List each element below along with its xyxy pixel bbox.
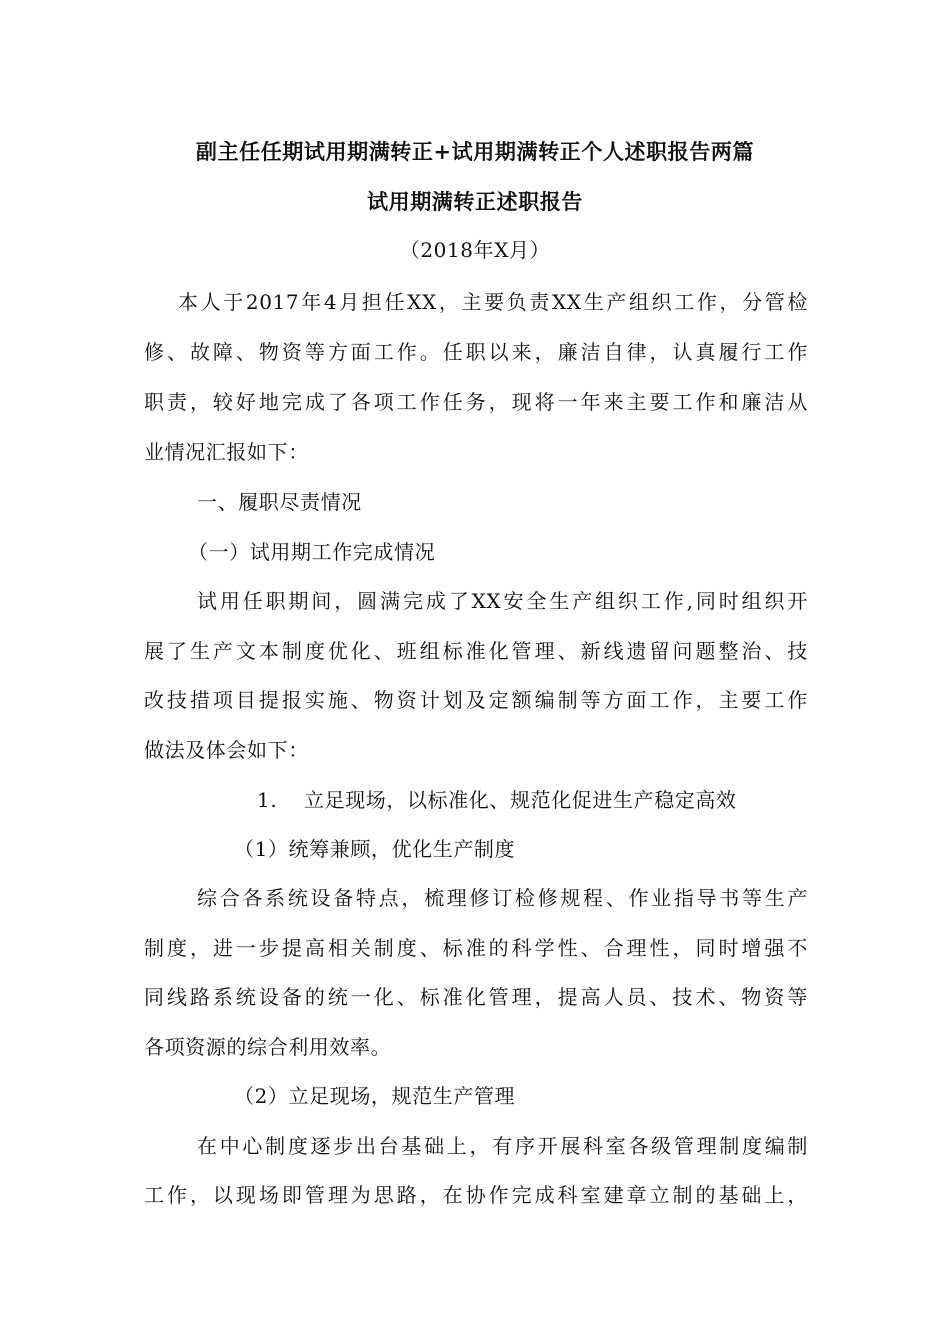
list-item-text: 立足现场，以标准化、规范化促进生产稳定高效 — [304, 788, 737, 812]
paragraph-line: 各项资源的综合利用效率。 — [144, 1035, 392, 1059]
paragraph-line: 综合各系统设备特点，梳理修订检修规程、作业指导书等生产 — [197, 886, 808, 910]
paragraph-line: 改技措项目提报实施、物资计划及定额编制等方面工作，主要工作 — [144, 688, 808, 712]
paragraph-line: 业情况汇报如下： — [144, 440, 309, 464]
item-heading: （1）统筹兼顾，优化生产制度 — [234, 837, 516, 861]
document-subtitle: 试用期满转正述职报告 — [367, 189, 583, 214]
paragraph-line: 制度，进一步提高相关制度、标准的科学性、合理性，同时增强不 — [144, 936, 808, 960]
paragraph-line: 修、故障、物资等方面工作。任职以来，廉洁自律，认真履行工作 — [144, 340, 808, 364]
paragraph-line: 同线路系统设备的统一化、标准化管理，提高人员、技术、物资等 — [144, 985, 808, 1009]
paragraph-line: 职责，较好地完成了各项工作任务，现将一年来主要工作和廉洁从 — [144, 390, 808, 414]
paragraph-line: 本人于2017年4月担任XX，主要负责XX生产组织工作，分管检 — [178, 290, 808, 314]
document-main-title: 副主任任期试用期满转正+试用期满转正个人述职报告两篇 — [195, 139, 755, 164]
list-item-number: 1. — [257, 788, 278, 812]
paragraph-line: 试用任职期间，圆满完成了XX安全生产组织工作,同时组织开 — [197, 589, 808, 613]
item-heading: （2）立足现场，规范生产管理 — [234, 1084, 516, 1108]
paragraph-line: 做法及体会如下： — [144, 738, 309, 762]
section-heading: 一、履职尽责情况 — [197, 490, 362, 514]
document-date: （2018年X月） — [399, 238, 551, 262]
paragraph-line: 工作，以现场即管理为思路，在协作完成科室建章立制的基础上， — [144, 1183, 808, 1207]
subsection-heading: （一）试用期工作完成情况 — [188, 540, 436, 564]
paragraph-line: 在中心制度逐步出台基础上，有序开展科室各级管理制度编制 — [197, 1134, 808, 1158]
paragraph-line: 展了生产文本制度优化、班组标准化管理、新线遗留问题整治、技 — [144, 639, 808, 663]
